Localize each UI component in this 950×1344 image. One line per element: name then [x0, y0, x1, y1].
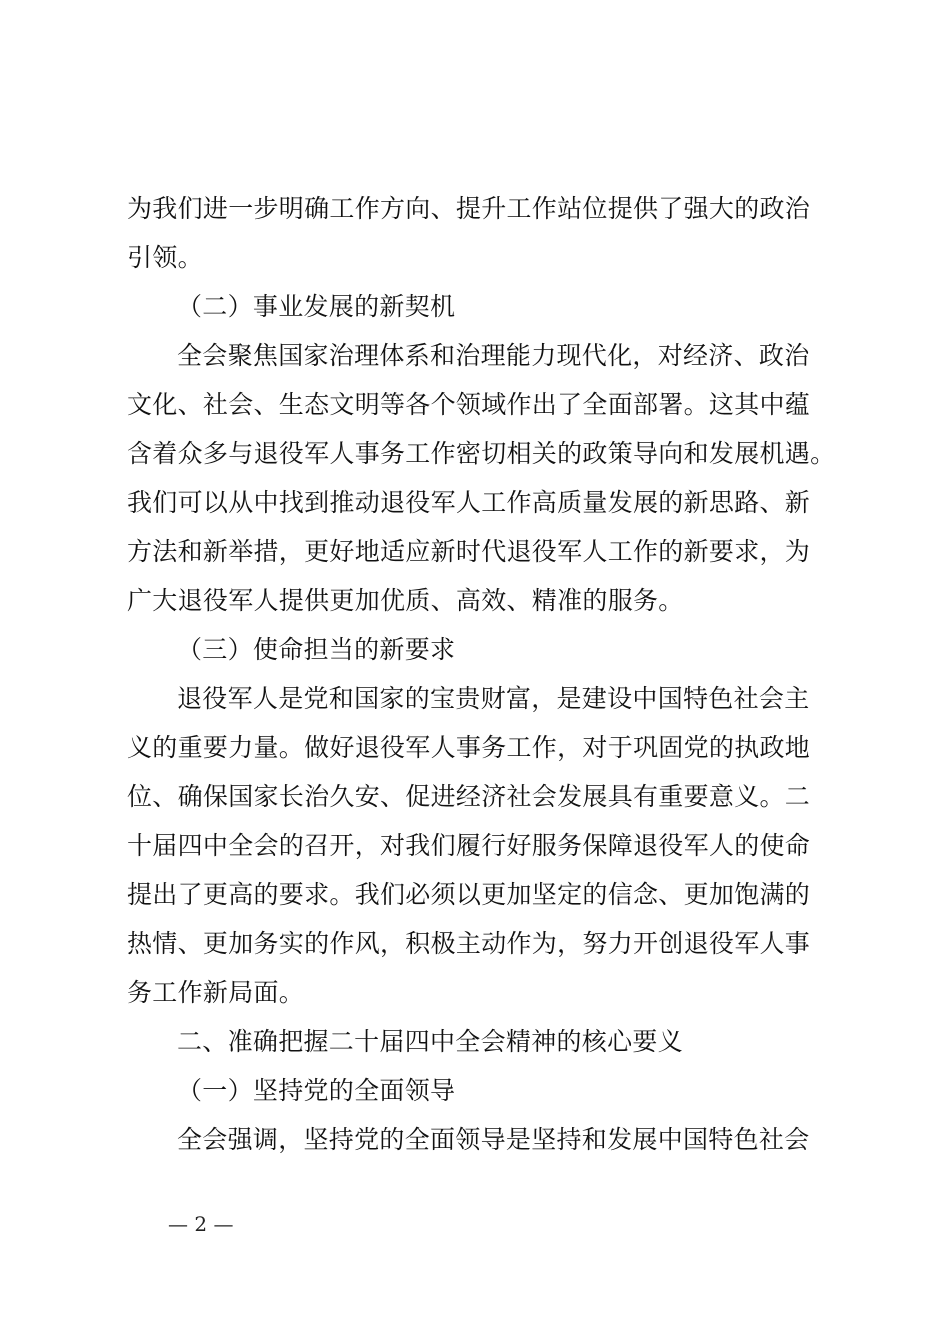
- chapter-heading: 二、准确把握二十届四中全会精神的核心要义: [177, 1027, 684, 1056]
- text-line: 全会聚焦国家治理体系和治理能力现代化，对经济、政治: [177, 341, 810, 370]
- section-heading: （二）事业发展的新契机: [177, 292, 456, 321]
- text-line: 务工作新局面。: [127, 978, 305, 1007]
- text-line: 全会强调，坚持党的全面领导是坚持和发展中国特色社会: [177, 1125, 810, 1154]
- text-line: 热情、更加务实的作风，积极主动作为，努力开创退役军人事: [127, 929, 811, 958]
- document-body: [127, 184, 837, 1164]
- text-line: 退役军人是党和国家的宝贵财富，是建设中国特色社会主: [177, 684, 810, 713]
- text-line: 含着众多与退役军人事务工作密切相关的政策导向和发展机遇。: [127, 439, 836, 468]
- text-line: 提出了更高的要求。我们必须以更加坚定的信念、更加饱满的: [127, 880, 811, 909]
- text-line: 广大退役军人提供更加优质、高效、精准的服务。: [127, 586, 684, 615]
- text-line: 义的重要力量。做好退役军人事务工作，对于巩固党的执政地: [127, 733, 811, 762]
- text-line: 文化、社会、生态文明等各个领域作出了全面部署。这其中蕴: [127, 390, 811, 419]
- text-line: 方法和新举措，更好地适应新时代退役军人工作的新要求，为: [127, 537, 811, 566]
- text-line: 引领。: [127, 243, 203, 272]
- section-heading: （三）使命担当的新要求: [177, 635, 456, 664]
- page-number: — 2 —: [168, 1212, 234, 1236]
- text-line: 我们可以从中找到推动退役军人工作高质量发展的新思路、新: [127, 488, 811, 517]
- section-heading: （一）坚持党的全面领导: [177, 1076, 456, 1105]
- text-line: 位、确保国家长治久安、促进经济社会发展具有重要意义。二: [127, 782, 811, 811]
- text-line: 为我们进一步明确工作方向、提升工作站位提供了强大的政治: [127, 194, 811, 223]
- text-line: 十届四中全会的召开，对我们履行好服务保障退役军人的使命: [127, 831, 811, 860]
